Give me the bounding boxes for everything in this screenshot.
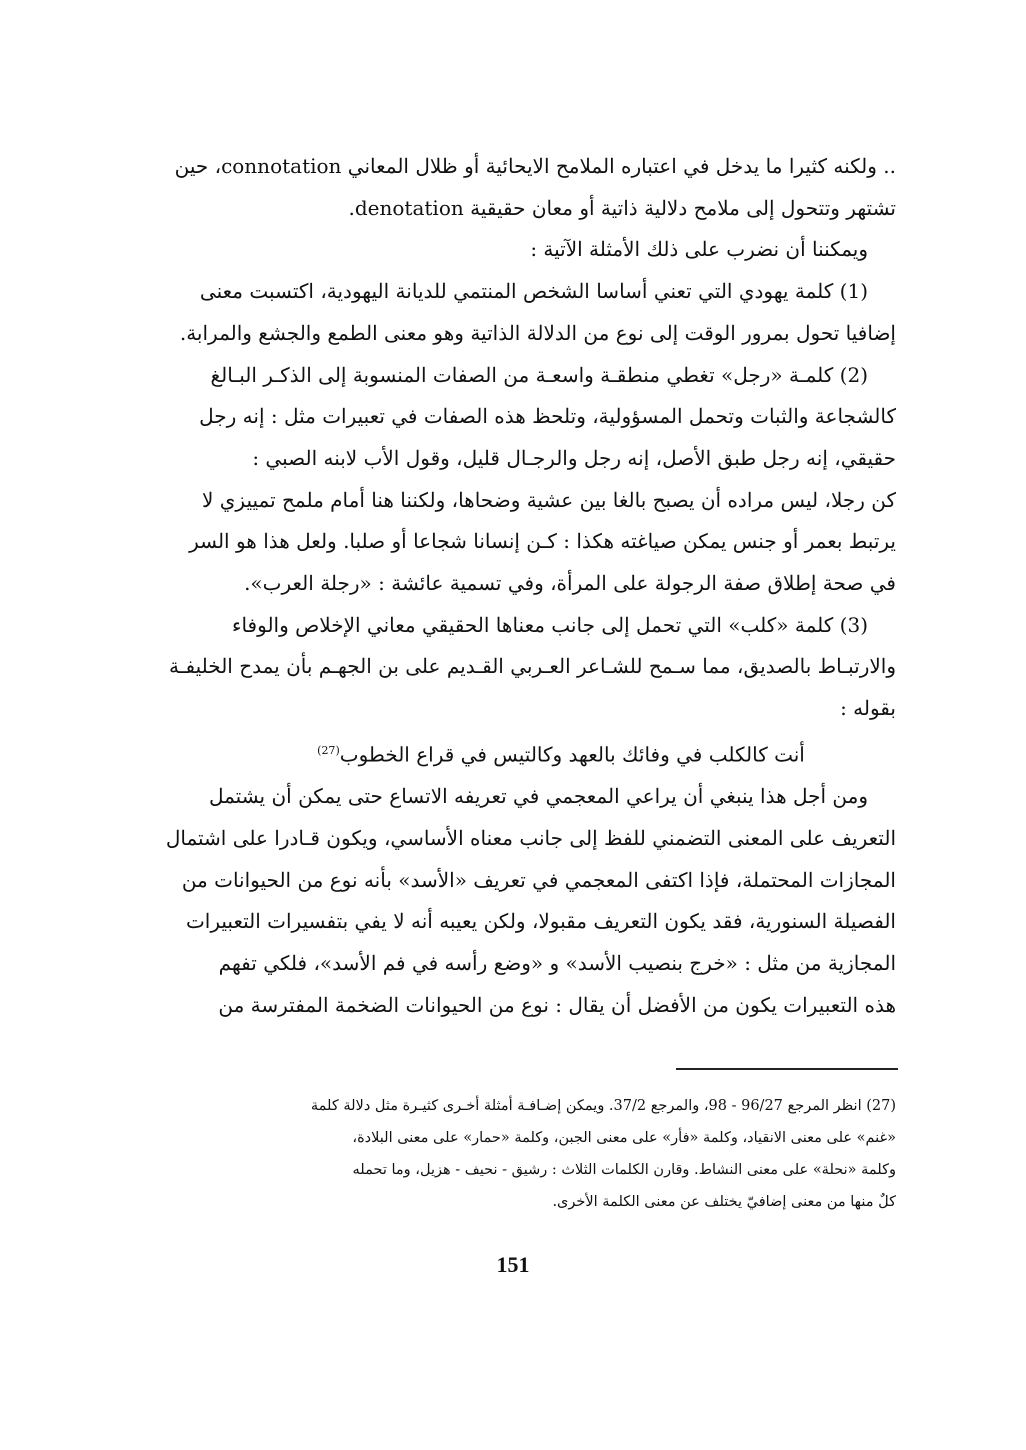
example-2-line-6: في صحة إطلاق صفة الرجولة على المرأة، وفي تسمية عائشة : «رجلة العرب».: [244, 571, 896, 596]
footnote-reference[interactable]: (27): [317, 743, 340, 757]
conclusion-line-1: ومن أجل هذا ينبغي أن يراعي المعجمي في تعريفه الاتساع حتى يمكن أن يشتمل: [208, 784, 868, 809]
example-2-line-3: حقيقي، إنه رجل طبق الأصل، إنه رجل والرجـال قليل، وقول الأب لابنه الصبي :: [252, 445, 896, 470]
example-1-line-2: إضافيا تحول بمرور الوقت إلى نوع من الدلالة الذاتية وهو معنى الطمع والجشع والمرابة.: [179, 320, 896, 345]
footnote-line-3: وكلمة «نحلة» على معنى النشاط. وقارن الكلمات الثلاث : رشيق - نحيف - هزيل، وما تحمله: [352, 1162, 896, 1178]
body-line-2: تشتهر وتتحول إلى ملامح دلالية ذاتية أو معان حقيقية denotation.: [348, 195, 896, 220]
example-1-line-1: (1) كلمة يهودي التي تعني أساسا الشخص المنتمي للديانة اليهودية، اكتسبت معنى: [199, 279, 868, 304]
conclusion-line-5: المجازية من مثل : «خرج بنصيب الأسد» و «وضع رأسه في فم الأسد»، فلكي تفهم: [218, 951, 896, 976]
verse-text: أنت كالكلب في وفائك بالعهد وكالتيس في قراع الخطوب: [339, 742, 805, 767]
footnote-line-4: كلٌ منها من معنى إضافيّ يختلف عن معنى الكلمة الأخرى.: [552, 1194, 896, 1210]
body-line-3: ويمكننا أن نضرب على ذلك الأمثلة الآتية :: [530, 237, 868, 262]
footnote-divider: [676, 1068, 898, 1070]
example-2-line-5: يرتبط بعمر أو جنس يمكن صياغته هكذا : كـن إنسانا شجاعا أو صلبا. ولعل هذا هو السر: [189, 529, 896, 554]
conclusion-line-3: المجازات المحتملة، فإذا اكتفى المعجمي في تعريف «الأسد» بأنه نوع من الحيوانات من: [181, 867, 896, 892]
example-3-line-3: بقوله :: [840, 696, 896, 721]
example-3-line-1: (3) كلمة «كلب» التي تحمل إلى جانب معناها الحقيقي معاني الإخلاص والوفاء: [232, 612, 868, 637]
example-2-line-2: كالشجاعة والثبات وتحمل المسؤولية، وتلحظ هذه الصفات في تعبيرات مثل : إنه رجل: [199, 404, 896, 429]
example-3-line-2: والارتبـاط بالصديق، مما سـمح للشـاعر العـربي القـديم على بن الجهـم بأن يمدح الخليفـة: [168, 654, 896, 679]
conclusion-line-4: الفصيلة السنورية، فقد يكون التعريف مقبولا، ولكن يعيبه أنه لا يفي بتفسيرات التعبيرات: [185, 909, 896, 934]
footnote-line-1: (27) انظر المرجع 96/27 - 98، والمرجع 37/2. ويمكن إضـافـة أمثلة أخـرى كثيـرة مثل دلالة كلمة: [310, 1098, 896, 1114]
poem-verse: [186, 730, 896, 776]
conclusion-line-2: التعريف على المعنى التضمني للفظ إلى جانب معناه الأساسي، ويكون قـادرا على اشتمال: [165, 825, 896, 850]
conclusion-line-6: هذه التعبيرات يكون من الأفضل أن يقال : نوع من الحيوانات الضخمة المفترسة من: [218, 992, 896, 1017]
footnotes: [186, 1090, 896, 1218]
example-2-line-1: (2) كلمـة «رجل» تغطي منطقـة واسعـة من الصفات المنسوبة إلى الذكـر البـالغ: [210, 362, 868, 387]
body-text: [165, 146, 896, 1026]
body-line-1: .. ولكنه كثيرا ما يدخل في اعتباره الملامح الايحائية أو ظلال المعاني connotation، حين: [174, 154, 896, 178]
page-number: 151: [496, 1252, 530, 1277]
footnote-line-2: «غنم» على معنى الانقياد، وكلمة «فأر» على معنى الجبن، وكلمة «حمار» على معنى البلادة،: [352, 1130, 896, 1146]
example-2-line-4: كن رجلا، ليس مراده أن يصبح بالغا بين عشية وضحاها، ولكننا هنا أمام ملمح تمييزي لا: [201, 487, 896, 512]
